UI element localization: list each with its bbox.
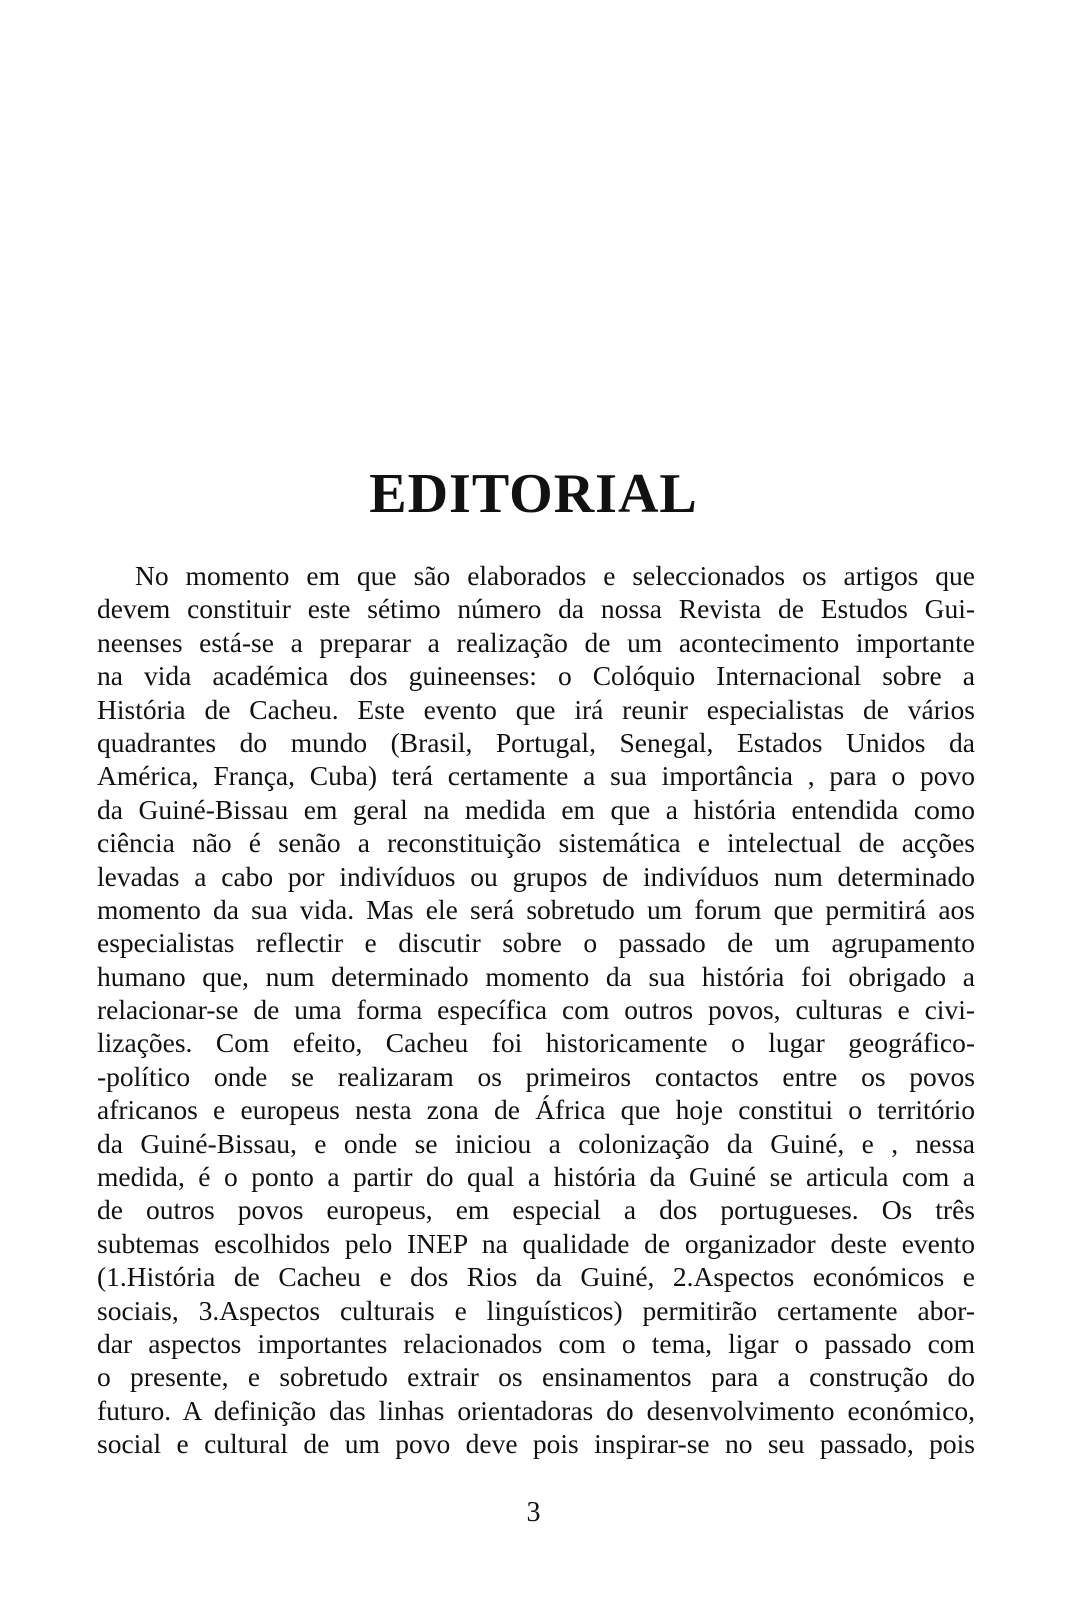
body-line: dar aspectos importantes relacionados com o tema, ligar o passado com	[97, 1327, 975, 1359]
page-title: EDITORIAL	[369, 463, 698, 525]
body-line: ciência não é senão a reconstituição sistemática e intelectual de acções	[97, 827, 975, 859]
body-line: relacionar-se de uma forma específica com outros povos, culturas e civi-	[97, 994, 975, 1026]
body-line: momento da sua vida. Mas ele será sobretudo um forum que permitirá aos	[97, 893, 975, 925]
page-number: 3	[526, 1497, 541, 1528]
body-line: devem constituir este sétimo número da nossa Revista de Estudos Gui-	[97, 593, 975, 625]
body-line: especialistas reflectir e discutir sobre o passado de um agrupamento	[97, 927, 975, 959]
body-line: futuro. A definição das linhas orientadoras do desenvolvimento económico,	[97, 1394, 975, 1426]
body-line: sociais, 3.Aspectos culturais e linguísticos) permitirão certamente abor-	[97, 1294, 975, 1326]
body-line: neenses está-se a preparar a realização de um acontecimento importante	[97, 626, 975, 658]
body-line: subtemas escolhidos pelo INEP na qualidade de organizador deste evento	[97, 1227, 975, 1259]
body-line: o presente, e sobretudo extrair os ensinamentos para a construção do	[97, 1361, 975, 1393]
body-line: levadas a cabo por indivíduos ou grupos de indivíduos num determinado	[97, 860, 975, 892]
body-line: No momento em que são elaborados e seleccionados os artigos que	[135, 560, 975, 591]
body-line: social e cultural de um povo deve pois inspirar-se no seu passado, pois	[97, 1428, 975, 1460]
body-line: quadrantes do mundo (Brasil, Portugal, Senegal, Estados Unidos da	[97, 726, 975, 758]
body-line: História de Cacheu. Este evento que irá reunir especialistas de vários	[97, 693, 975, 725]
editorial-body	[97, 559, 975, 1461]
body-line: América, França, Cuba) terá certamente a sua importância , para o povo	[97, 760, 975, 792]
body-line: medida, é o ponto a partir do qual a história da Guiné se articula com a	[97, 1161, 975, 1193]
body-line: da Guiné-Bissau, e onde se iniciou a colonização da Guiné, e , nessa	[97, 1127, 975, 1159]
body-line: lizações. Com efeito, Cacheu foi historicamente o lugar geográfico-	[97, 1027, 975, 1059]
body-line: na vida académica dos guineenses: o Colóquio Internacional sobre a	[97, 660, 975, 692]
body-line: africanos e europeus nesta zona de África que hoje constitui o território	[97, 1094, 975, 1126]
body-line: (1.História de Cacheu e dos Rios da Guiné, 2.Aspectos económicos e	[97, 1261, 975, 1293]
body-line: -político onde se realizaram os primeiros contactos entre os povos	[97, 1060, 975, 1092]
body-line: de outros povos europeus, em especial a dos portugueses. Os três	[97, 1194, 975, 1226]
body-line: da Guiné-Bissau em geral na medida em que a história entendida como	[97, 793, 975, 825]
body-line: humano que, num determinado momento da sua história foi obrigado a	[97, 960, 975, 992]
